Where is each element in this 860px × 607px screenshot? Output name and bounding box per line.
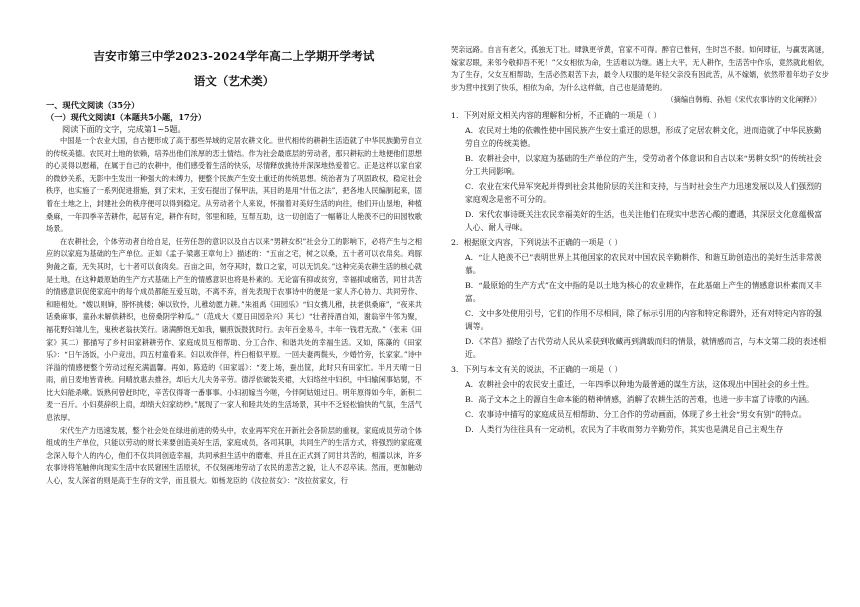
option-b: B．高子文本之上的源自生命本能的精神情感，消解了农耕生活的苦难，也进一步丰富了诗歌的内涵。 <box>465 394 814 404</box>
question-stem: 1．下列对原文相关内容的理解和分析，不正确的一项是（ ） <box>451 110 662 120</box>
option-c: C．文中多处使用引号，它们的作用不尽相同，除了标示引用的内容和特定称谓外，还有对特定内容的强调等。 <box>465 308 822 331</box>
article-paragraph-1: 中国是一个农业大国，自古便形成了高于那些异域的定居农耕文化。世代相传的耕耕生活造就了中华民族勤劳自立的传统美德。农民对土地的依赖，培养出他们浓厚的恋土情结。作为社会最底层的劳动者，那只耕耘的土地便他们思想的心灵得以慰藉，在属于自己的农耕中，他们感受着生活的快乐，尽情释放挑待并深深地热爱着它。正是这样以家自家的微妙关系，无影中生发出一种强大的未缚力，便整个民族产生安土重迁的传统思想。统治者为了巩固政权，稳定社会秩序，也实施了一系列促进措施，到了宋末，王安石提出了保甲法，其目的是用“什伍之法”，把各地人民编制起来，固着在土地之上，封建社会的秩序便可以得到稳定。从劳动者个人来说，怀揣着对美好生活的向往，他们开山垦地，种植桑麻，一年四季辛苦耕作，起居有定，耕作有时，邻里和睦，互帮互助，这一切创造了一幅幕让人艳羡不已的田园牧歌场景。 <box>46 136 422 234</box>
question-1 <box>451 109 829 234</box>
question-stem: 3．下列与本文有关的说法，不正确的一项是（ ） <box>451 364 623 374</box>
option-b: B．农耕社会中，以家庭为基础的生产单位的产生，受劳动者个体意识和自古以来“男耕女织”的传统社会分工共同影响。 <box>465 153 822 176</box>
article-source: （摘编自韩梅、孙旭《宋代农事诗的文化阐释》） <box>666 95 821 105</box>
subsection-heading: （一）现代文阅读Ⅰ（本题共5小题，17分） <box>46 112 207 122</box>
option-c: C．农事诗中描写的家庭成员互相帮助、分工合作的劳动画面，体现了乡土社会“男女有别”的特点。 <box>465 409 807 419</box>
article-paragraph-2: 在农耕社会，个体劳动者自给自足，任劳任怨的意识以及自古以来“男耕女织”社会分工的影响下，必将产生与之相应的以家庭为基础的生产单位。正如《孟子·梁惠王章句上》描述的：“五亩之宅，树之以桑，五十者可以衣帛矣。鸡豚狗彘之畜，无失其时，七十者可以食肉矣。百亩之田，勿夺其时，数口之家，可以无饥矣。”这种完美农耕生活的核心就是土地，在这种最原始的生产方式基础上产生的情感意识也将是朴素的。无论富有抑或贫穷，幸福抑或痛苦，同甘共苦的情感意识促使家庭中的每个成员都能互爱互助，不离不弃，首先表现于农事诗中的便是一家人齐心协力、共同劳作、和睦相处。“嫂以则婶，脖怀挑楼；婶以钦怜，儿稚幼愿力耕。”朱祖禹《田园乐》“妇女携儿稚，扶老供桑麻”，“夜来共话桑麻事，童孙未解供耕织，也傍桑阴学种瓜。”（范成大《夏日田园杂兴》其七）“壮者持酒自知，谢翁宰牛邻为聚，福花野妇雏儿生，鬼秧老翁扶笑行。诸满醉饱无如我，辗煎饭鼓犹时行。去年百金易斗，丰年一钱君无敌。”（张耒《田家》其二）都描写了乡村田家耕耕劳作、家庭成员互相帮助、分工合作、和谐共处的幸福生活。又如，陈藻的《田家乐》：“日午汤饭，小户竞出，四五村童看来。妇以欢伴伴，杵臼相似平原。一回夫妻两鬓头，少婚竹旁，长家家。”诗中洋溢的情感便整个劳动过程充满温馨。再如，陈造的《田家谣》：“麦上场，蚕出筐，此时只有田家忙。半月天晴一日雨，前日麦地皆青秧。问晴放惠去推谷，却后大儿夫务辛劳。德浮依破装夹裙，大妇络丝中妇织，中妇输闲事姑舅，不比大妇能杀嗽。饭熟何曾赶时吃，辛苦仅得寄一番事事。小妇初嫁当今嗟，今伴阿姑姐过日。明年原得如今年，新积二麦一百斤。小妇莫辞织上肩，却绩大妇家纺纱。”展现了一家人和睦共处的生活场景，其中不乏轻松愉快的气氛，生活气息浓厚。 <box>46 236 422 423</box>
option-c: C．农业在宋代异军突起并得到社会其他阶层的关注和支持，与当时社会生产力迅速发展以及人们强烈的家庭观念是密不可分的。 <box>465 181 822 204</box>
right-column <box>451 44 829 436</box>
question-3 <box>451 363 829 436</box>
reading-instruction: 阅读下面的文字，完成第1~5题。 <box>62 124 186 134</box>
option-d: D．人类行为往往具有一定动机，农民为了丰收而努力辛勤劳作，其实也是满足自己主观生存 <box>465 424 784 434</box>
option-d: D．宋代农事诗既关注农民幸福美好的生活，也关注他们在现实中悲苦心酸的遭遇，其深层文化意蕴极富人心、耐人寻味。 <box>465 209 823 232</box>
question-2 <box>451 236 829 361</box>
left-column <box>46 0 422 488</box>
option-b: B．“最原始的生产方式”在文中指的是以土地为核心的农业耕作，在此基础上产生的情感意识朴素而又丰富。 <box>465 280 822 303</box>
article-paragraph-3: 宋代生产力迅速发展，整个社会处在绿进前进的势头中，农业再军究在开新社会各阶层的重视，家庭成员劳动个体组成的生产单位，只能以劳动的财长来要创造美好生活，家庭成员，各司其职，共同生产的生活方式，将强烈的家庭观念深入每个人的内心，他们不仅共同创造幸福，共同承担生活中的磨难、并且在正式到了同甘共苦的，相濡以沫，许多农事诗将笔触伸向现实生活中农民窘困生活原状，不仅刻画地劳动了农民的悲苦之貌，让人不忍卒读。然而，更加触动人心，发人深省的则是高于生存的文学，而且很大。如杨龙臣的《汝拉贫女》：“汝拉贫家女，行 <box>46 425 422 486</box>
option-a: A．“让人艳羡不已”表明世界上其他国家的农民对中国农民辛勤耕作、和谐互助创造出的美好生活非常羡慕。 <box>465 252 822 275</box>
section-heading: 一、现代文阅读（35分） <box>46 100 140 110</box>
option-a: A．农民对土地的依赖性使中国民族产生安土重迁的思想，形成了定居农耕文化，进而造就了中华民族勤劳自立的传统美德。 <box>465 125 822 148</box>
option-d: D．《芣苢》描绘了古代劳动人民从采获到收藏再到满载而归的情景，就情感而言，与本文第二段的表述相近。 <box>465 336 827 359</box>
option-a: A．农耕社会中的农民安土重迁，一年四季以种地为最普通的谋生方法，这体现出中国社会的乡土性。 <box>465 379 814 389</box>
exam-title: 吉安市第三中学2023-2024学年高二上学期开学考试 <box>93 49 375 63</box>
article-continuation: 哭亲远路。自言有老父，孤独无丁壮。肆孰更爷黄，官家不可得。醉官已惟何，生时岂不报。如何肆征，与赢衷离谜，嫁家忍眼，来邻今敬抑吾不死！”父女相依为命，生活难以为继。遇上大平，无人耕作，生活苦中作乐，竟然就此相依，为了生存，父女互相帮助，生活必然艰苦下去，最令人叹服的是年轻父亲没有因此苦，从不嫁婿，依然带着年幼子女步步为营中找到了快乐，相依为命，为什么这样做，自己也是清楚的。 <box>451 45 829 92</box>
question-stem: 2．根据原文内容，下列说法不正确的一项是（ ） <box>451 237 623 247</box>
exam-subtitle: 语文（艺术类） <box>193 74 275 88</box>
